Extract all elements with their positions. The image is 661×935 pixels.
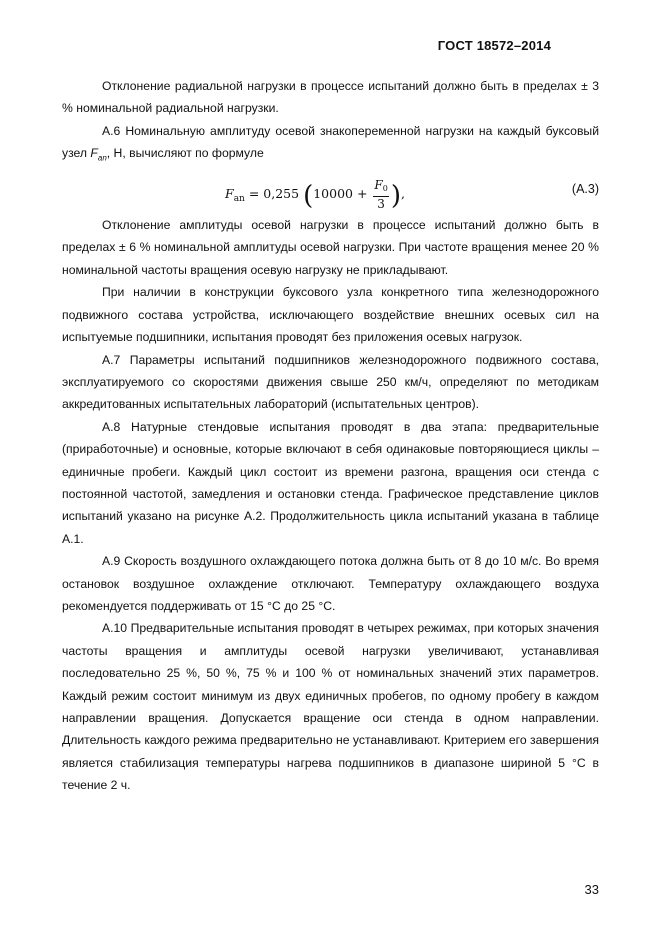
formula-expression: $F_{an} = 0,255$ (10000 + $\frac{F_0}{3}$ ),	[225, 178, 405, 212]
paragraph-a6	[62, 120, 599, 170]
paragraph-a9: А.9 Скорость воздушного охлаждающего потока должна быть от 8 до 10 м/с. Во время остановок воздушное охлаждение отключают. Температуру охлаждающего воздуха рекомендуется поддерживать от 15 °С до 25 °С.	[62, 554, 599, 613]
document-body	[62, 75, 599, 797]
standard-header: ГОСТ 18572–2014	[437, 38, 551, 53]
paragraph-a6-tail: , Н, вычисляют по формуле	[106, 146, 264, 161]
formula-a3	[62, 170, 599, 214]
paragraph-radial-deviation: Отклонение радиальной нагрузки в процессе испытаний должно быть в пределах ± 3 % номинальной радиальной нагрузки.	[62, 79, 599, 116]
formula-number: (А.3)	[571, 182, 599, 197]
paragraph-axial-deviation: Отклонение амплитуды осевой нагрузки в процессе испытаний должно быть в пределах ± 6 % номинальной амплитуды осевой нагрузки. При частоте вращения менее 20 % номинальной частоты вращения осевую нагрузку не прикладывают.	[62, 218, 599, 277]
paragraph-a8: А.8 Натурные стендовые испытания проводят в два этапа: предварительные (приработочные) и основные, которые включают в себя одинаковые повторяющиеся циклы – единичные пробеги. Каждый цикл состоит из времени разгона, вращения оси стенда с постоянной частотой, замедления и остановки стенда. Графическое представление циклов испытаний указано на рисунке А.2. Продолжительность цикла испытаний указана в таблице А.1.	[62, 419, 599, 546]
paragraph-a6-text: А.6 Номинальную амплитуду осевой знакопеременной нагрузки на каждый буксовый узел	[62, 123, 599, 161]
paragraph-a10: А.10 Предварительные испытания проводят в четырех режимах, при которых значения частоты вращения и амплитуды осевой нагрузки увеличивают, устанавливая последовательно 25 %, 50 %, 75 % и 100 % от номинальных значений этих параметров. Каждый режим состоит минимум из двух единичных пробегов, по одному пробегу в каждом направлении вращения. Допускается вращение оси стенда в одном направлении. Длительность каждого режима предварительно не устанавливают. Критерием его завершения является стабилизация температуры нагрева подшипников в диапазоне шириной 5 °С в течение 2 ч.	[62, 621, 599, 793]
page-number: 33	[584, 882, 599, 897]
inline-symbol-fan: $F_{an}$	[90, 146, 107, 163]
paragraph-no-axial-load: При наличии в конструкции буксового узла конкретного типа железнодорожного подвижного состава устройства, исключающего воздействие внешних осевых сил на испытуемые подшипники, испытания проводят без приложения осевых нагрузок.	[62, 285, 599, 345]
formula-fraction: $\frac{F_0}{3}$	[374, 178, 388, 212]
paragraph-a7: А.7 Параметры испытаний подшипников железнодорожного подвижного состава, эксплуатируемого со скоростями движения свыше 250 км/ч, определяют по методикам аккредитованных испытательных лабораторий (испытательных центров).	[62, 352, 599, 412]
